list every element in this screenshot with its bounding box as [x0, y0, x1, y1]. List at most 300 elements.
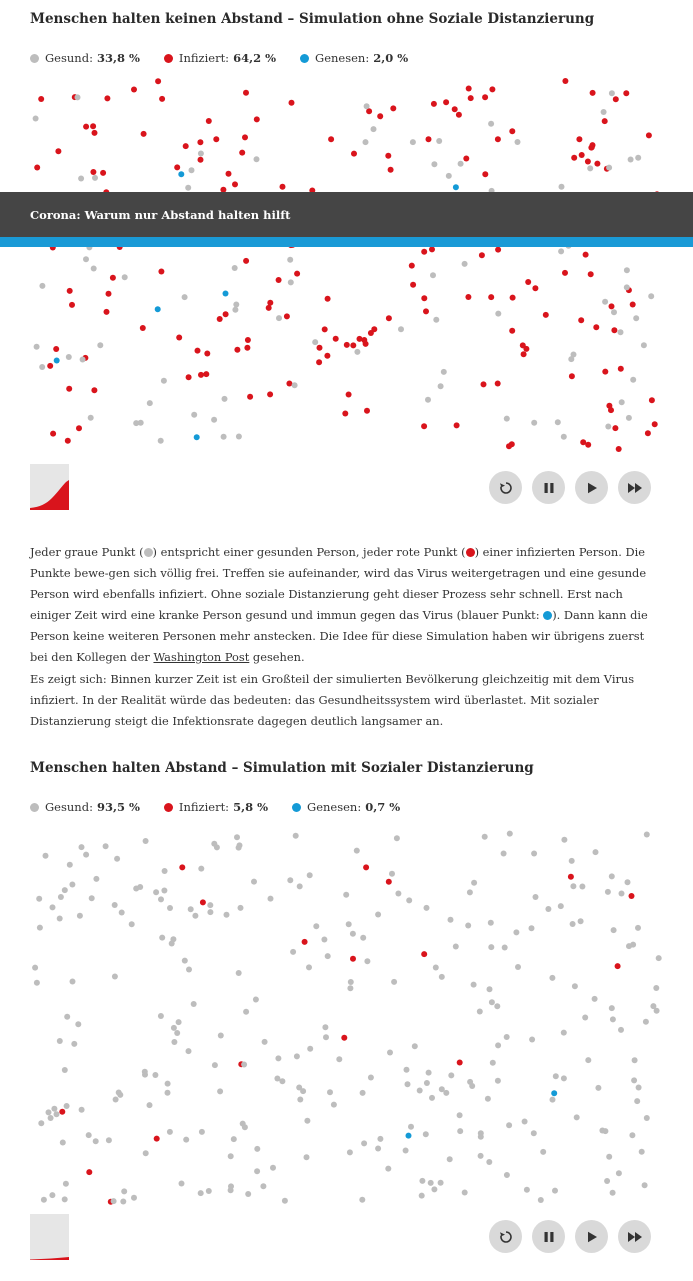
healthy-person-dot — [611, 927, 617, 933]
healthy-person-dot — [39, 283, 45, 289]
legend-infected-label: Infiziert: — [178, 800, 230, 814]
healthy-person-dot — [504, 416, 510, 422]
healthy-person-dot — [488, 121, 494, 127]
legend-recovered-value: 0,7 % — [365, 800, 401, 814]
healthy-person-dot — [185, 185, 191, 191]
infected-person-dot — [468, 95, 474, 101]
p1-text-a: Jeder graue Punkt ( — [30, 545, 144, 559]
infected-person-dot — [452, 106, 458, 112]
healthy-person-dot — [641, 342, 647, 348]
washington-post-link[interactable]: Washington Post — [153, 650, 250, 664]
infected-person-dot — [602, 369, 608, 375]
healthy-person-dot — [609, 873, 615, 879]
healthy-person-dot — [254, 156, 260, 162]
sim2-pause-button[interactable] — [532, 1220, 565, 1253]
infected-person-dot — [155, 78, 161, 84]
infected-person-dot — [34, 165, 40, 171]
legend-recovered — [300, 51, 408, 65]
healthy-person-dot — [448, 1072, 454, 1078]
infected-person-dot — [90, 169, 96, 175]
banner-title: Corona: Warum nur Abstand halten hilft — [30, 208, 291, 222]
infected-person-dot — [243, 90, 249, 96]
infected-person-dot — [361, 337, 367, 343]
healthy-person-dot — [477, 1009, 483, 1015]
healthy-person-dot — [188, 906, 194, 912]
legend-recovered-label: Genesen: — [315, 51, 370, 65]
healthy-person-dot — [471, 982, 477, 988]
sim2-population-field — [30, 826, 663, 1206]
infected-person-dot — [294, 271, 300, 277]
infected-person-dot — [239, 150, 245, 156]
legend-healthy — [30, 800, 140, 814]
healthy-person-dot — [165, 1081, 171, 1087]
sim2-legend — [30, 800, 424, 814]
healthy-person-dot — [632, 1057, 638, 1063]
healthy-person-dot — [568, 356, 574, 362]
healthy-person-dot — [424, 1080, 430, 1086]
healthy-person-dot — [465, 923, 471, 929]
healthy-person-dot — [606, 1154, 612, 1160]
healthy-person-dot — [159, 935, 165, 941]
healthy-person-dot — [504, 1034, 510, 1040]
infected-person-dot — [284, 313, 290, 319]
infected-person-dot — [333, 336, 339, 342]
infected-person-dot — [465, 294, 471, 300]
infected-person-dot — [110, 275, 116, 281]
healthy-person-dot — [62, 887, 68, 893]
sim2-curve-graphic — [30, 1214, 69, 1260]
replay-icon — [499, 481, 513, 495]
healthy-person-dot — [218, 1033, 224, 1039]
infected-person-dot — [510, 295, 516, 301]
sim1-play-button[interactable] — [575, 471, 608, 504]
healthy-person-dot — [631, 1077, 637, 1083]
healthy-person-dot — [419, 1193, 425, 1199]
healthy-person-dot — [368, 1075, 374, 1081]
healthy-person-dot — [501, 851, 507, 857]
healthy-person-dot — [569, 858, 575, 864]
healthy-person-dot — [111, 1198, 117, 1204]
healthy-person-dot — [624, 267, 630, 273]
healthy-person-dot — [307, 872, 313, 878]
infected-person-dot — [154, 1136, 160, 1142]
sim1-fast-forward-button[interactable] — [618, 471, 651, 504]
healthy-person-dot — [167, 1129, 173, 1135]
infected-person-dot — [179, 864, 185, 870]
healthy-person-dot — [626, 415, 632, 421]
healthy-person-dot — [540, 1149, 546, 1155]
legend-infected-value: 64,2 % — [233, 51, 277, 65]
healthy-person-dot — [439, 974, 445, 980]
healthy-person-dot — [436, 138, 442, 144]
sim1-infected-area — [30, 480, 69, 510]
infected-person-dot — [86, 1169, 92, 1175]
healthy-person-dot — [112, 974, 118, 980]
healthy-person-dot — [431, 1186, 437, 1192]
sim2-title: Menschen halten Abstand – Simulation mit Sozialer Distanzierung — [30, 760, 534, 776]
healthy-person-dot — [423, 1131, 429, 1137]
healthy-person-dot — [630, 377, 636, 383]
healthy-person-dot — [161, 888, 167, 894]
healthy-person-dot — [347, 1149, 353, 1155]
healthy-person-dot — [609, 90, 615, 96]
healthy-person-dot — [121, 1188, 127, 1194]
healthy-person-dot — [545, 906, 551, 912]
healthy-person-dot — [161, 378, 167, 384]
healthy-person-dot — [410, 139, 416, 145]
infected-person-dot — [141, 131, 147, 137]
healthy-person-dot — [182, 294, 188, 300]
healthy-person-dot — [37, 925, 43, 931]
healthy-person-dot — [60, 1140, 66, 1146]
infected-person-dot — [69, 302, 75, 308]
legend-infected-value: 5,8 % — [233, 800, 269, 814]
healthy-person-dot — [561, 837, 567, 843]
healthy-person-dot — [644, 1115, 650, 1121]
healthy-person-dot — [394, 835, 400, 841]
healthy-person-dot — [433, 965, 439, 971]
healthy-person-dot — [48, 1115, 54, 1121]
healthy-person-dot — [531, 851, 537, 857]
infected-person-dot — [609, 303, 615, 309]
healthy-person-dot — [212, 1062, 218, 1068]
play-icon — [585, 1230, 599, 1244]
healthy-person-dot — [364, 103, 370, 109]
healthy-person-dot — [207, 902, 213, 908]
infected-person-dot — [289, 100, 295, 106]
infected-person-dot — [351, 151, 357, 157]
sim1-pause-button[interactable] — [532, 471, 565, 504]
healthy-person-dot — [66, 354, 72, 360]
infected-person-dot — [629, 893, 635, 899]
healthy-person-dot — [122, 274, 128, 280]
healthy-person-dot — [228, 1187, 234, 1193]
infected-person-dot — [245, 337, 251, 343]
infected-person-dot — [197, 139, 203, 145]
healthy-person-dot — [228, 1153, 234, 1159]
sim2-replay-button[interactable] — [489, 1220, 522, 1253]
healthy-person-dot — [34, 344, 40, 350]
healthy-person-dot — [131, 1195, 137, 1201]
infected-dot-icon — [164, 803, 173, 812]
healthy-person-dot — [656, 955, 662, 961]
healthy-person-dot — [558, 248, 564, 254]
healthy-person-dot — [191, 1001, 197, 1007]
healthy-person-dot — [78, 176, 84, 182]
healthy-person-dot — [245, 1191, 251, 1197]
infected-person-dot — [593, 324, 599, 330]
infected-person-dot — [521, 351, 527, 357]
healthy-person-dot — [321, 937, 327, 943]
healthy-person-dot — [389, 871, 395, 877]
infected-person-dot — [176, 335, 182, 341]
sim1-replay-button[interactable] — [489, 471, 522, 504]
infected-dot-icon — [466, 548, 475, 557]
healthy-person-dot — [626, 943, 632, 949]
infected-person-dot — [364, 408, 370, 414]
infected-person-dot — [226, 171, 232, 177]
infected-person-dot — [562, 270, 568, 276]
infected-person-dot — [509, 328, 515, 334]
healthy-person-dot — [424, 905, 430, 911]
healthy-person-dot — [507, 831, 513, 837]
healthy-person-dot — [549, 975, 555, 981]
sim2-infection-curve — [30, 1214, 69, 1260]
healthy-person-dot — [51, 1106, 57, 1112]
sim2-fast-forward-button[interactable] — [618, 1220, 651, 1253]
healthy-person-dot — [199, 1129, 205, 1135]
infected-person-dot — [316, 359, 322, 365]
healthy-person-dot — [650, 1003, 656, 1009]
healthy-person-dot — [232, 307, 238, 313]
pause-icon — [542, 1230, 556, 1244]
infected-person-dot — [104, 309, 110, 315]
legend-recovered-label: Genesen: — [307, 800, 362, 814]
p1-text-e: gesehen. — [249, 650, 305, 664]
infected-person-dot — [649, 397, 655, 403]
infected-person-dot — [623, 90, 629, 96]
infected-person-dot — [532, 285, 538, 291]
healthy-person-dot — [602, 1128, 608, 1134]
healthy-person-dot — [561, 434, 567, 440]
infected-person-dot — [158, 269, 164, 275]
infected-person-dot — [350, 956, 356, 962]
sim1-legend — [30, 51, 432, 65]
infected-person-dot — [580, 439, 586, 445]
sim2-play-button[interactable] — [575, 1220, 608, 1253]
infected-person-dot — [388, 167, 394, 173]
healthy-person-dot — [552, 1188, 558, 1194]
healthy-person-dot — [506, 1122, 512, 1128]
healthy-person-dot — [64, 1103, 70, 1109]
infected-person-dot — [652, 421, 658, 427]
healthy-person-dot — [495, 311, 501, 317]
healthy-person-dot — [495, 1078, 501, 1084]
healthy-person-dot — [120, 1199, 126, 1205]
infected-person-dot — [198, 157, 204, 163]
healthy-person-dot — [304, 1154, 310, 1160]
healthy-person-dot — [595, 1085, 601, 1091]
infected-person-dot — [267, 391, 273, 397]
p1-text-c: ) einer infizierten Person. Die Punkte bewe-gen sich völlig frei. Treffen sie aufeinander, wird das Virus weitergetragen und eine gesunde Person wird ebenfalls infiziert. Ohne soziale Distanzierung geht dieser Prozess sehr schnell. Erst nach einiger Zeit wird eine kranke Person gesund und immun gegen das Virus (blauer Punkt: — [30, 545, 647, 622]
healthy-person-dot — [555, 419, 561, 425]
healthy-person-dot — [70, 979, 76, 985]
healthy-person-dot — [538, 1197, 544, 1203]
healthy-person-dot — [611, 309, 617, 315]
healthy-person-dot — [300, 1088, 306, 1094]
healthy-person-dot — [570, 883, 576, 889]
healthy-person-dot — [79, 1107, 85, 1113]
recovered-person-dot — [155, 306, 161, 312]
healthy-person-dot — [83, 852, 89, 858]
infected-person-dot — [386, 879, 392, 885]
infected-person-dot — [342, 411, 348, 417]
infected-person-dot — [456, 112, 462, 118]
infected-person-dot — [234, 347, 240, 353]
sim2-infected-area — [30, 1257, 69, 1260]
healthy-person-dot — [158, 896, 164, 902]
healthy-person-dot — [62, 1067, 68, 1073]
healthy-person-dot — [282, 1198, 288, 1204]
infected-person-dot — [409, 263, 415, 269]
healthy-person-dot — [471, 880, 477, 886]
infected-person-dot — [140, 325, 146, 331]
healthy-person-dot — [63, 1181, 69, 1187]
healthy-person-dot — [222, 396, 228, 402]
healthy-person-dot — [609, 1005, 615, 1011]
legend-recovered — [292, 800, 400, 814]
healthy-person-dot — [458, 161, 464, 167]
recovered-person-dot — [223, 291, 229, 297]
healthy-person-dot — [633, 315, 639, 321]
healthy-person-dot — [457, 1128, 463, 1134]
recovered-person-dot — [453, 184, 459, 190]
healthy-person-dot — [553, 1073, 559, 1079]
infected-person-dot — [613, 96, 619, 102]
healthy-person-dot — [360, 935, 366, 941]
healthy-person-dot — [429, 1095, 435, 1101]
healthy-person-dot — [275, 1055, 281, 1061]
healthy-person-dot — [294, 1053, 300, 1059]
healthy-person-dot — [642, 1182, 648, 1188]
infected-person-dot — [482, 94, 488, 100]
healthy-person-dot — [106, 1137, 112, 1143]
healthy-person-dot — [619, 891, 625, 897]
infected-person-dot — [344, 342, 350, 348]
healthy-person-dot — [69, 882, 75, 888]
healthy-person-dot — [182, 958, 188, 964]
healthy-person-dot — [152, 1072, 158, 1078]
infected-person-dot — [590, 90, 596, 96]
healthy-person-dot — [447, 1156, 453, 1162]
healthy-person-dot — [336, 1056, 342, 1062]
infected-person-dot — [55, 148, 61, 154]
infected-person-dot — [479, 252, 485, 258]
healthy-person-dot — [522, 1119, 528, 1125]
healthy-person-dot — [233, 302, 239, 308]
healthy-person-dot — [143, 1150, 149, 1156]
healthy-person-dot — [116, 1090, 122, 1096]
healthy-person-dot — [604, 1178, 610, 1184]
infected-person-dot — [377, 113, 383, 119]
recovered-person-dot — [54, 358, 60, 364]
healthy-person-dot — [137, 884, 143, 890]
infected-person-dot — [242, 134, 248, 140]
recovered-person-dot — [551, 1090, 557, 1096]
healthy-person-dot — [36, 896, 42, 902]
healthy-person-dot — [232, 265, 238, 271]
healthy-person-dot — [504, 1172, 510, 1178]
healthy-person-dot — [327, 1089, 333, 1095]
infected-person-dot — [174, 164, 180, 170]
healthy-person-dot — [624, 284, 630, 290]
p1-text-b: ) entspricht einer gesunden Person, jeder rote Punkt ( — [152, 545, 466, 559]
recovered-person-dot — [406, 1133, 412, 1139]
healthy-person-dot — [88, 415, 94, 421]
healthy-person-dot — [171, 1039, 177, 1045]
healthy-person-dot — [236, 434, 242, 440]
healthy-person-dot — [147, 400, 153, 406]
infected-person-dot — [204, 351, 210, 357]
infected-person-dot — [606, 403, 612, 409]
healthy-person-dot — [364, 958, 370, 964]
healthy-person-dot — [241, 1062, 247, 1068]
video-banner[interactable] — [0, 192, 693, 237]
healthy-person-dot — [462, 261, 468, 267]
healthy-person-dot — [143, 838, 149, 844]
healthy-person-dot — [192, 913, 198, 919]
healthy-person-dot — [359, 1197, 365, 1203]
infected-person-dot — [618, 366, 624, 372]
healthy-person-dot — [448, 917, 454, 923]
healthy-person-dot — [292, 382, 298, 388]
infected-person-dot — [423, 308, 429, 314]
infected-person-dot — [106, 291, 112, 297]
healthy-person-dot — [158, 1013, 164, 1019]
infected-person-dot — [200, 899, 206, 905]
infected-person-dot — [243, 258, 249, 264]
healthy-person-dot — [186, 967, 192, 973]
healthy-person-dot — [243, 1009, 249, 1015]
healthy-person-dot — [601, 109, 607, 115]
infected-person-dot — [495, 136, 501, 142]
healthy-person-dot — [254, 1168, 260, 1174]
infected-person-dot — [91, 387, 97, 393]
healthy-person-dot — [529, 1037, 535, 1043]
healthy-person-dot — [34, 980, 40, 986]
healthy-person-dot — [86, 1132, 92, 1138]
infected-person-dot — [267, 300, 273, 306]
healthy-person-dot — [287, 257, 293, 263]
healthy-person-dot — [312, 339, 318, 345]
healthy-person-dot — [93, 876, 99, 882]
healthy-person-dot — [375, 912, 381, 918]
healthy-person-dot — [80, 357, 86, 363]
infected-person-dot — [583, 252, 589, 258]
healthy-person-dot — [77, 913, 83, 919]
legend-healthy-label: Gesund: — [45, 800, 93, 814]
healthy-person-dot — [467, 889, 473, 895]
healthy-person-dot — [254, 1146, 260, 1152]
healthy-person-dot — [404, 1067, 410, 1073]
healthy-person-dot — [419, 1178, 425, 1184]
healthy-person-dot — [313, 923, 319, 929]
healthy-person-dot — [559, 184, 565, 190]
healthy-person-dot — [221, 434, 227, 440]
healthy-person-dot — [515, 964, 521, 970]
healthy-person-dot — [251, 879, 257, 885]
infected-person-dot — [65, 438, 71, 444]
infected-person-dot — [616, 446, 622, 452]
healthy-person-dot — [198, 151, 204, 157]
healthy-person-dot — [129, 921, 135, 927]
healthy-person-dot — [438, 1180, 444, 1186]
healthy-person-dot — [170, 936, 176, 942]
infected-person-dot — [454, 422, 460, 428]
healthy-person-dot — [488, 944, 494, 950]
healthy-person-dot — [207, 909, 213, 915]
healthy-person-dot — [234, 834, 240, 840]
healthy-person-dot — [558, 903, 564, 909]
healthy-person-dot — [32, 965, 38, 971]
infected-person-dot — [386, 315, 392, 321]
healthy-person-dot — [62, 1196, 68, 1202]
healthy-person-dot — [167, 905, 173, 911]
healthy-person-dot — [231, 1136, 237, 1142]
healthy-person-dot — [618, 329, 624, 335]
healthy-person-dot — [494, 1003, 500, 1009]
infected-person-dot — [421, 951, 427, 957]
